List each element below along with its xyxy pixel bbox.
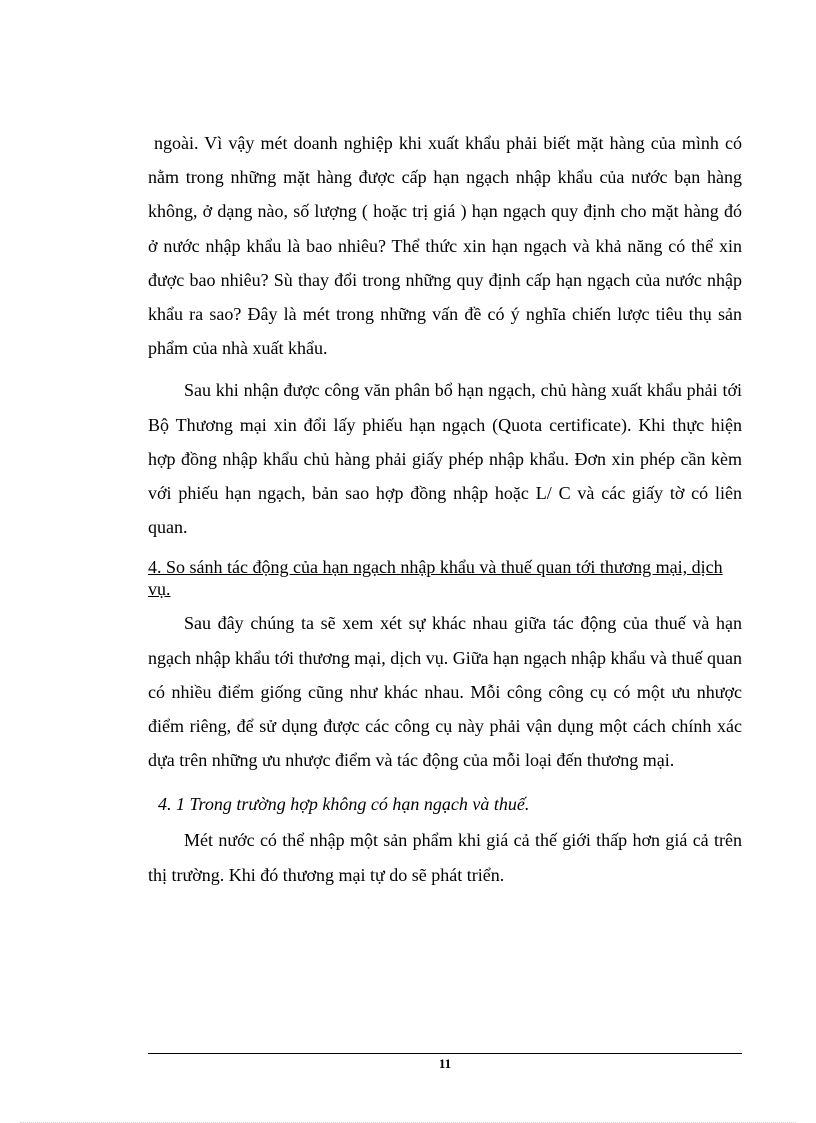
footer-divider: [148, 1053, 742, 1054]
subsection-heading-4-1: 4. 1 Trong trường hợp không có hạn ngạch và thuế.: [158, 794, 530, 815]
paragraph-quota-certificate: Sau khi nhận được công văn phân bổ hạn ngạch, chủ hàng xuất khẩu phải tới Bộ Thương mại xin đổi lấy phiếu hạn ngạch (Quota certificate). Khi thực hiện hợp đồng nhập khẩu chủ hàng phải giấy phép nhập khẩu. Đơn xin phép cần kèm với phiếu hạn ngạch, bản sao hợp đồng nhập hoặc L/ C và các giấy tờ có liên quan.: [148, 380, 742, 538]
page-body: [148, 126, 742, 892]
paragraph-comparison-intro: Sau đây chúng ta sẽ xem xét sự khác nhau giữa tác động của thuế và hạn ngạch nhập khẩu tới thương mại, dịch vụ. Giữa hạn ngạch nhập khẩu và thuế quan có nhiều điểm giống cũng như khác nhau. Mỗi công công cụ có một ưu nhược điểm riêng, để sử dụng được các công cụ này phải vận dụng một cách chính xác dựa trên những ưu nhược điểm và tác động của mỗi loại đến thương mại.: [148, 613, 742, 771]
page-number: 11: [438, 1056, 452, 1071]
paragraph-free-trade: Mét nước có thể nhập một sản phẩm khi giá cả thế giới thấp hơn giá cả trên thị trường. Khi đó thương mại tự do sẽ phát triển.: [148, 830, 742, 885]
section-heading-4: 4. So sánh tác động của hạn ngạch nhập khẩu và thuế quan tới thương mại, dịch vụ.: [148, 557, 723, 600]
paragraph-continuation: ngoài. Vì vậy mét doanh nghiệp khi xuất khẩu phải biết mặt hàng của mình có nằm trong những mặt hàng được cấp hạn ngạch nhập khẩu của nước bạn hàng không, ở dạng nào, số lượng ( hoặc trị giá ) hạn ngạch quy định cho mặt hàng đó ở nước nhập khẩu là bao nhiêu? Thể thức xin hạn ngạch và khả năng có thể xin được bao nhiêu? Sù thay đổi trong những quy định cấp hạn ngạch của nước nhập khẩu ra sao? Đây là mét trong những vấn đề có ý nghĩa chiến lược tiêu thụ sản phẩm của nhà xuất khẩu.: [148, 133, 742, 359]
